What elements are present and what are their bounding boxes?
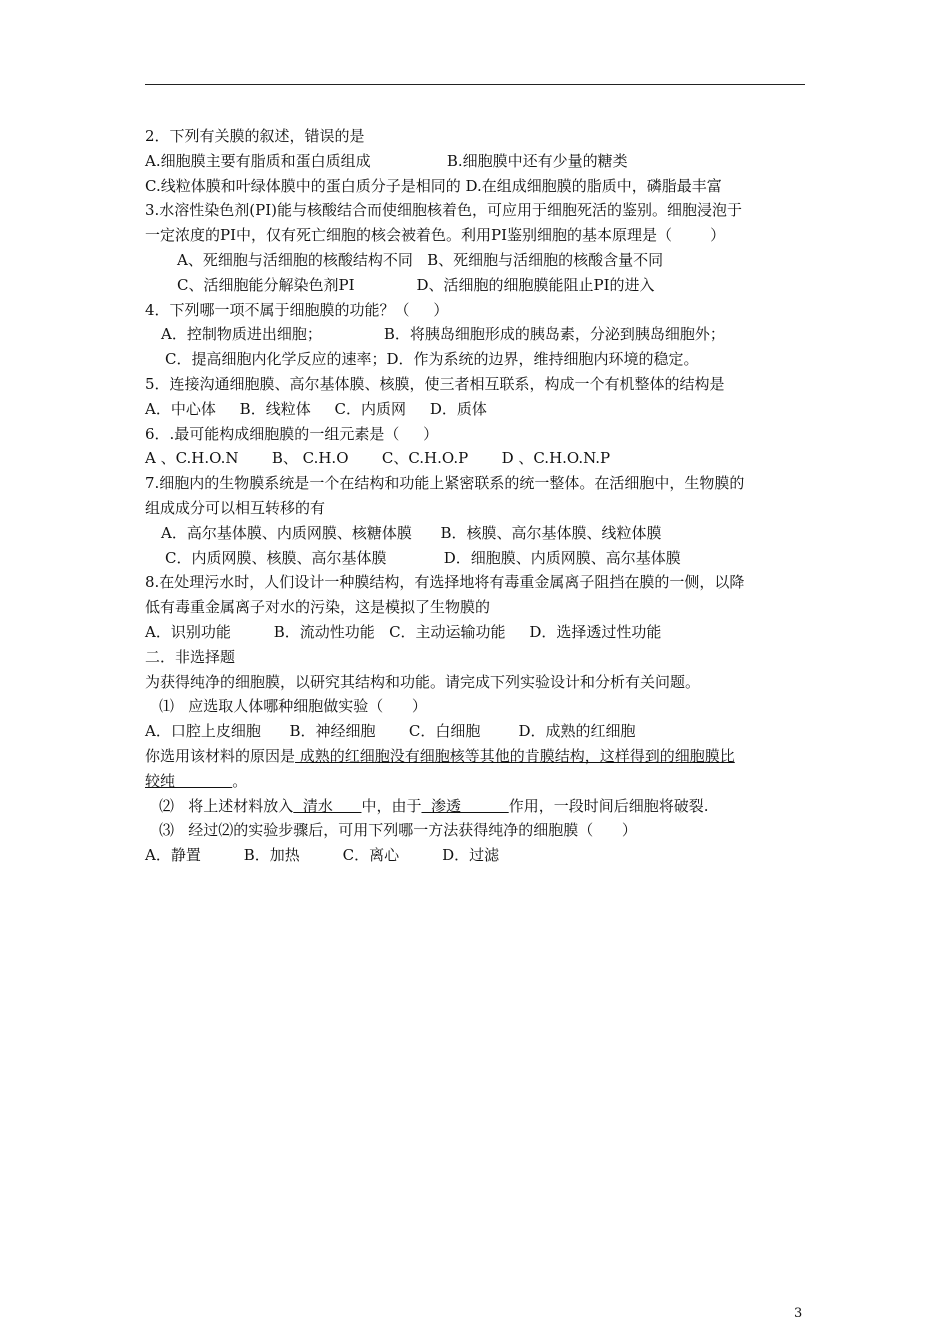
part3-stem: ⑶ 经过⑵的实验步骤后，可用下列哪一方法获得纯净的细胞膜（ ） [159, 821, 637, 840]
page-number: 3 [794, 1306, 803, 1321]
q3-options-ab: A、死细胞与活细胞的核酸结构不同 B、死细胞与活细胞的核酸含量不同 [177, 250, 664, 269]
part2-line [145, 794, 825, 819]
q2-options-cd: C.线粒体膜和叶绿体膜中的蛋白质分子是相同的 D.在组成细胞膜的脂质中，磷脂最丰富 [145, 176, 722, 195]
part1-stem: ⑴ 应选取人体哪种细胞做实验（ ） [159, 697, 427, 716]
q8-stem-1: 8.在处理污水时，人们设计一种膜结构，有选择地将有毒重金属离子阻挡在膜的一侧，以降 [145, 573, 745, 592]
q5-stem: 5．连接沟通细胞膜、高尔基体膜、核膜，使三者相互联系，构成一个有机整体的结构是 [145, 374, 725, 393]
reason-end: 。 [232, 771, 248, 790]
q3-options-cd: C、活细胞能分解染色剂PI D、活细胞的细胞膜能阻止PI的进入 [177, 275, 655, 294]
reason-answer-2: 较纯 [145, 771, 233, 790]
q5-options: A．中心体 B．线粒体 C．内质网 D．质体 [145, 399, 487, 418]
q7-stem-1: 7.细胞内的生物膜系统是一个在结构和功能上紧密联系的统一整体。在活细胞中，生物膜的 [145, 474, 745, 493]
part1-reason-line-2 [145, 769, 825, 794]
q7-options-cd: C．内质网膜、核膜、高尔基体膜 D．细胞膜、内质网膜、高尔基体膜 [165, 548, 681, 567]
part2-text-a: ⑵ 将上述材料放入 [159, 796, 294, 815]
q8-options: A．识别功能 B．流动性功能 C．主动运输功能 D．选择透过性功能 [145, 622, 662, 641]
q7-stem-2: 组成成分可以相互转移的有 [145, 498, 326, 517]
q6-options: A 、C.H.O.N B、 C.H.O C、C.H.O.P D 、C.H.O.N.P [145, 449, 611, 468]
reason-prefix: 你选用该材料的原因是 [145, 746, 296, 765]
document-body [145, 124, 825, 868]
q7-options-ab: A．高尔基体膜、内质网膜、核糖体膜 B．核膜、高尔基体膜、线粒体膜 [161, 523, 662, 542]
header-rule [145, 84, 805, 85]
reason-answer-1: 成熟的红细胞没有细胞核等其他的肯膜结构，这样得到的细胞膜比 [295, 746, 735, 765]
q4-options-ab: A．控制物质进出细胞； B．将胰岛细胞形成的胰岛素，分泌到胰岛细胞外； [161, 325, 725, 344]
part2-blank-osmosis: 渗透 [421, 796, 509, 815]
part2-text-c: 中，由于 [361, 796, 422, 815]
q3-stem-1: 3.水溶性染色剂(PI)能与核酸结合而使细胞核着色，可应用于细胞死活的鉴别。细胞浸泡于 [145, 201, 743, 220]
q6-stem: 6．.最可能构成细胞膜的一组元素是（ ） [145, 424, 439, 443]
part3-options: A．静置 B．加热 C．离心 D．过滤 [145, 846, 500, 865]
q8-stem-2: 低有毒重金属离子对水的污染，这是模拟了生物膜的 [145, 598, 491, 617]
q2-stem: 2．下列有关膜的叙述，错误的是 [145, 127, 365, 145]
section2-title: 二．非选择题 [145, 647, 236, 666]
part2-blank-water: 清水 [293, 796, 362, 815]
part1-reason-line-1 [145, 744, 825, 769]
q2-options-ab: A.细胞膜主要有脂质和蛋白质组成 B.细胞膜中还有少量的糖类 [145, 151, 628, 170]
q4-stem: 4．下列哪一项不属于细胞膜的功能？（ ） [145, 300, 449, 319]
part2-text-e: 作用，一段时间后细胞将破裂. [508, 796, 709, 815]
part1-options: A．口腔上皮细胞 B．神经细胞 C．白细胞 D．成熟的红细胞 [145, 722, 636, 741]
q4-options-cd: C．提高细胞内化学反应的速率；D．作为系统的边界，维持细胞内环境的稳定。 [165, 350, 699, 369]
q3-stem-2: 一定浓度的PI中，仅有死亡细胞的核会被着色。利用PI鉴别细胞的基本原理是（ ） [145, 226, 726, 245]
section2-intro: 为获得纯净的细胞膜，以研究其结构和功能。请完成下列实验设计和分析有关问题。 [145, 672, 701, 691]
